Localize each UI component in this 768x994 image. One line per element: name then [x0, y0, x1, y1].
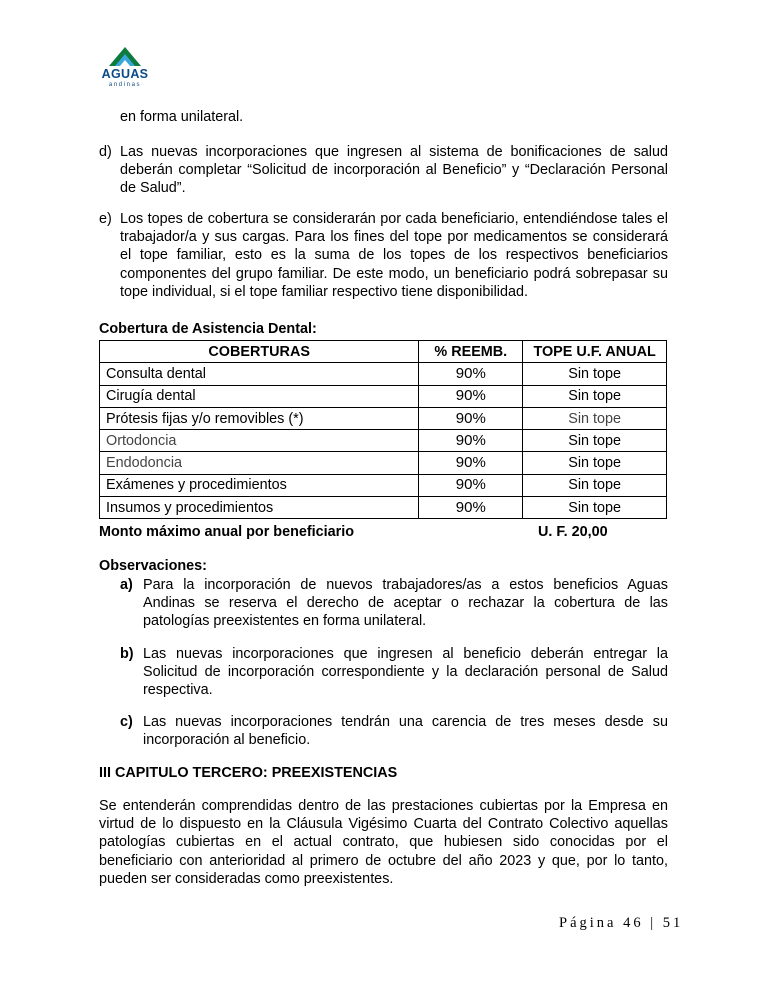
chapter-line: patologías cubiertas en el actual contrato, que hubiesen sido conocidas por el: [99, 834, 668, 851]
row-cobertura: Endodoncia: [100, 452, 419, 474]
obs-b-line: respectiva.: [143, 682, 213, 699]
max-amount-value: U. F. 20,00: [538, 524, 608, 540]
obs-c-line: Las nuevas incorporaciones tendrán una carencia de tres meses desde su: [143, 714, 668, 730]
row-tope: Sin tope: [523, 474, 667, 496]
obs-b-text: [143, 645, 668, 700]
row-reemb: 90%: [419, 452, 523, 474]
chapter-line: virtud de lo dispuesto en la Cláusula Vigésimo Cuarta del Contrato Colectivo aquellas: [99, 816, 668, 833]
item-d-line: de Salud”.: [120, 180, 186, 197]
table-row: [100, 407, 667, 429]
obs-a-text: [143, 576, 668, 631]
item-e-line: componentes del grupo familiar. De este modo, un beneficiario podrá sobrepasar su: [120, 265, 668, 282]
table-row: [100, 430, 667, 452]
row-cobertura: Cirugía dental: [100, 385, 419, 407]
row-cobertura: Insumos y procedimientos: [100, 497, 419, 519]
obs-b-line: Las nuevas incorporaciones que ingresen al beneficio deberán entregar la: [143, 646, 668, 662]
obs-b-line: Solicitud de incorporación correspondiente y la declaración personal de Salud: [143, 664, 668, 681]
row-tope: Sin tope: [523, 407, 667, 429]
row-tope: Sin tope: [523, 452, 667, 474]
dental-coverage-table: [99, 340, 667, 519]
header-reemb: % REEMB.: [419, 341, 523, 363]
row-tope: Sin tope: [523, 430, 667, 452]
obs-b-marker: b): [120, 646, 134, 662]
row-reemb: 90%: [419, 497, 523, 519]
chapter-heading: III CAPITULO TERCERO: PREEXISTENCIAS: [99, 765, 398, 781]
chapter-line: beneficiario con anterioridad al primero de octubre del año 2023 y que, por lo tanto,: [99, 852, 668, 869]
chapter-line: pueden ser consideradas como preexistentes.: [99, 870, 394, 887]
obs-a-line: patologías preexistentes en forma unilateral.: [143, 613, 427, 630]
header-tope: TOPE U.F. ANUAL: [523, 341, 667, 363]
row-reemb: 90%: [419, 474, 523, 496]
aguas-andinas-logo: [99, 44, 151, 94]
table-row: [100, 497, 667, 519]
table-row: [100, 385, 667, 407]
obs-a-line: Andinas se reserva el derecho de aceptar o rechazar la cobertura de las: [143, 595, 668, 612]
top-fragment: en forma unilateral.: [120, 109, 244, 125]
item-d-marker: d): [99, 144, 112, 160]
row-cobertura: Exámenes y procedimientos: [100, 474, 419, 496]
item-e-line: el tope familiar, esto es la suma de los topes de los respectivos beneficiarios: [120, 247, 668, 264]
obs-c-line: incorporación al beneficio.: [143, 732, 311, 749]
obs-c-text: [143, 713, 668, 749]
max-amount-label: Monto máximo anual por beneficiario: [99, 524, 355, 540]
row-cobertura: Prótesis fijas y/o removibles (*): [100, 407, 419, 429]
row-tope: Sin tope: [523, 497, 667, 519]
row-reemb: 90%: [419, 363, 523, 385]
item-e-marker: e): [99, 211, 112, 227]
table-header-row: [100, 341, 667, 363]
logo-sub: andinas: [108, 82, 142, 88]
row-cobertura: Consulta dental: [100, 363, 419, 385]
item-e-line: Los topes de cobertura se considerarán por cada beneficiario, entendiéndose tales el: [120, 211, 668, 227]
mountain-icon: [99, 44, 151, 68]
table-row: [100, 363, 667, 385]
item-e-line: tope individual, si el tope familiar respectivo tiene disponibilidad.: [120, 283, 528, 300]
obs-a-line: Para la incorporación de nuevos trabajadores/as a estos beneficios Aguas: [143, 577, 668, 593]
item-d-text: [120, 143, 668, 198]
row-cobertura: Ortodoncia: [100, 430, 419, 452]
item-d-line: deberán completar “Solicitud de incorporación al Beneficio” y “Declaración Personal: [120, 162, 668, 179]
row-reemb: 90%: [419, 407, 523, 429]
row-reemb: 90%: [419, 385, 523, 407]
row-reemb: 90%: [419, 430, 523, 452]
item-d-line: Las nuevas incorporaciones que ingresen al sistema de bonificaciones de salud: [120, 144, 668, 160]
table-row: [100, 452, 667, 474]
dental-heading: Cobertura de Asistencia Dental:: [99, 321, 317, 337]
chapter-text: [99, 797, 668, 888]
item-e-line: trabajador/a y sus cargas. Para los fines del tope por medicamentos se considerará: [120, 229, 668, 246]
observaciones-heading: Observaciones:: [99, 558, 207, 574]
row-tope: Sin tope: [523, 385, 667, 407]
chapter-line: Se entenderán comprendidas dentro de las prestaciones cubiertas por la Empresa en: [99, 798, 668, 814]
obs-a-marker: a): [120, 577, 133, 593]
logo-word: AGUAS: [101, 67, 149, 81]
item-e-text: [120, 210, 668, 301]
page-number: Página 46 | 51: [559, 915, 684, 931]
table-row: [100, 474, 667, 496]
row-tope: Sin tope: [523, 363, 667, 385]
header-coberturas: COBERTURAS: [100, 341, 419, 363]
obs-c-marker: c): [120, 714, 133, 730]
